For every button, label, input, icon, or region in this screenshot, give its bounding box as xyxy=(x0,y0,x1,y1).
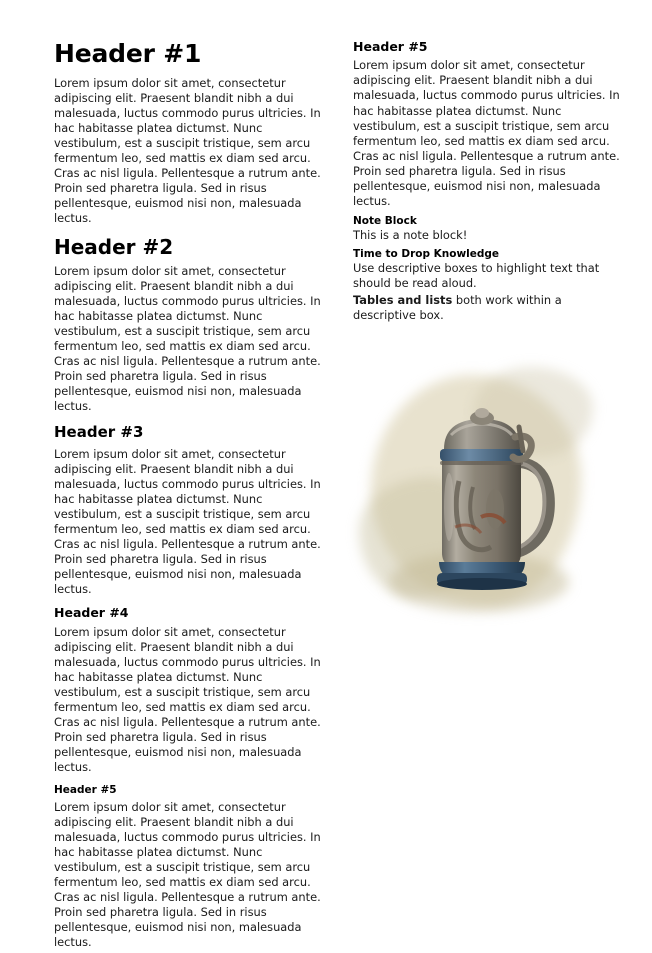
right-column xyxy=(353,40,626,637)
descriptive-block-line-2 xyxy=(353,293,626,323)
heading-level-1: Header #1 xyxy=(54,39,202,68)
two-column-layout xyxy=(54,39,620,950)
descriptive-block-line-2-rest: both work within a descriptive box. xyxy=(353,292,562,323)
body-paragraph: Lorem ipsum dolor sit amet, consectetur adipiscing elit. Praesent blandit nibh a dui malesuada, luctus commodo purus ultricies. In hac habitasse platea dictumst. Nunc vestibulum, est a suscipit tristique, sem arcu fermentum leo, sed mattis ex diam sed arcu. Cras ac nisl ligula. Pellentesque a rutrum ante. Proin sed pharetra ligula. Sed in risus pellentesque, euismod nisi non, malesuada lectus. xyxy=(54,624,321,774)
descriptive-block xyxy=(353,248,626,323)
beer-stein-illustration xyxy=(353,357,626,637)
note-block-title: Note Block xyxy=(353,214,417,227)
descriptive-block-line-2-bold: Tables and lists xyxy=(353,292,453,307)
heading-level-3: Header #3 xyxy=(54,423,144,442)
body-paragraph: Lorem ipsum dolor sit amet, consectetur adipiscing elit. Praesent blandit nibh a dui malesuada, luctus commodo purus ultricies. In hac habitasse platea dictumst. Nunc vestibulum, est a suscipit tristique, sem arcu fermentum leo, sed mattis ex diam sed arcu. Cras ac nisl ligula. Pellentesque a rutrum ante. Proin sed pharetra ligula. Sed in risus pellentesque, euismod nisi non, malesuada lectus. xyxy=(54,75,321,225)
body-paragraph: Lorem ipsum dolor sit amet, consectetur adipiscing elit. Praesent blandit nibh a dui malesuada, luctus commodo purus ultricies. In hac habitasse platea dictumst. Nunc vestibulum, est a suscipit tristique, sem arcu fermentum leo, sed mattis ex diam sed arcu. Cras ac nisl ligula. Pellentesque a rutrum ante. Proin sed pharetra ligula. Sed in risus pellentesque, euismod nisi non, malesuada lectus. xyxy=(54,446,321,597)
body-paragraph: Lorem ipsum dolor sit amet, consectetur adipiscing elit. Praesent blandit nibh a dui malesuada, luctus commodo purus ultricies. In hac habitasse platea dictumst. Nunc vestibulum, est a suscipit tristique, sem arcu fermentum leo, sed mattis ex diam sed arcu. Cras ac nisl ligula. Pellentesque a rutrum ante. Proin sed pharetra ligula. Sed in risus pellentesque, euismod nisi non, malesuada lectus. xyxy=(54,263,321,414)
left-column xyxy=(54,40,327,953)
descriptive-block-title: Time to Drop Knowledge xyxy=(353,247,500,260)
heading-level-4-right: Header #5 xyxy=(353,39,428,54)
descriptive-block-line-1: Use descriptive boxes to highlight text that should be read aloud. xyxy=(353,260,600,290)
body-paragraph: Lorem ipsum dolor sit amet, consectetur adipiscing elit. Praesent blandit nibh a dui malesuada, luctus commodo purus ultricies. In hac habitasse platea dictumst. Nunc vestibulum, est a suscipit tristique, sem arcu fermentum leo, sed mattis ex diam sed arcu. Cras ac nisl ligula. Pellentesque a rutrum ante. Proin sed pharetra ligula. Sed in risus pellentesque, euismod nisi non, malesuada lectus. xyxy=(54,800,321,950)
stein-icon xyxy=(411,377,561,617)
heading-level-5: Header #5 xyxy=(54,784,117,796)
note-block-text: This is a note block! xyxy=(353,227,468,242)
body-paragraph: Lorem ipsum dolor sit amet, consectetur adipiscing elit. Praesent blandit nibh a dui malesuada, luctus commodo purus ultricies. In hac habitasse platea dictumst. Nunc vestibulum, est a suscipit tristique, sem arcu fermentum leo, sed mattis ex diam sed arcu. Cras ac nisl ligula. Pellentesque a rutrum ante. Proin sed pharetra ligula. Sed in risus pellentesque, euismod nisi non, malesuada lectus. xyxy=(353,58,620,208)
note-block xyxy=(353,215,626,243)
heading-level-2: Header #2 xyxy=(54,234,174,259)
heading-level-4: Header #4 xyxy=(54,605,129,621)
